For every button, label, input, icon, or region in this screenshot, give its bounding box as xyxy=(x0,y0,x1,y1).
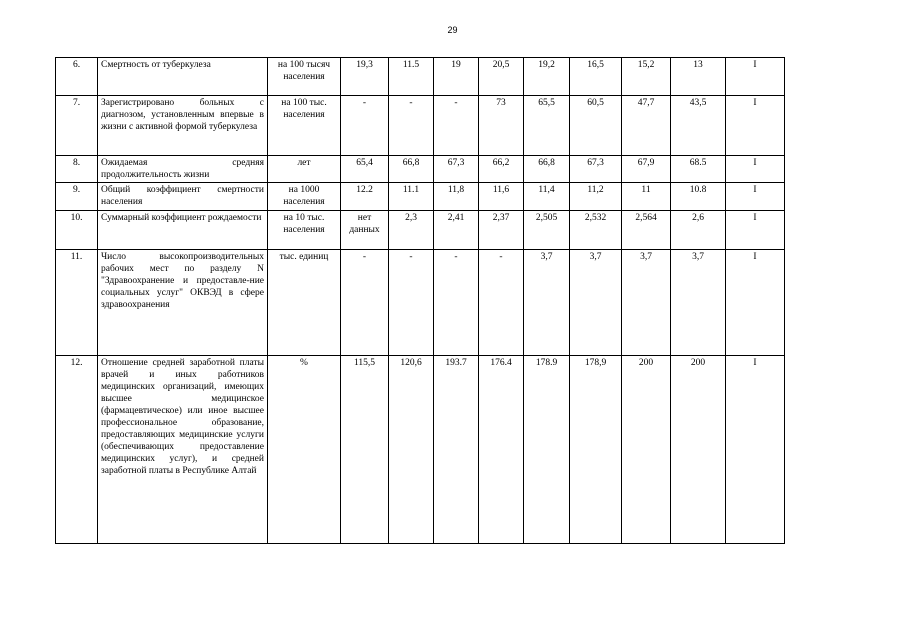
table-row xyxy=(56,156,785,183)
value-cell: 2,37 xyxy=(479,211,524,250)
value-cell: 16,5 xyxy=(570,58,622,96)
value-cell: - xyxy=(434,250,479,356)
value-cell: 60,5 xyxy=(570,96,622,156)
value-cell: 68.5 xyxy=(671,156,726,183)
value-cell: 66,8 xyxy=(524,156,570,183)
table-body xyxy=(56,58,785,544)
unit-cell: на 100 тыс. населения xyxy=(268,96,341,156)
table-row xyxy=(56,183,785,211)
value-cell: 200 xyxy=(671,356,726,544)
mark-cell: I xyxy=(726,356,785,544)
value-cell: 2,3 xyxy=(389,211,434,250)
value-cell: 2,564 xyxy=(622,211,671,250)
value-cell: 3,7 xyxy=(622,250,671,356)
value-cell: 13 xyxy=(671,58,726,96)
value-cell: 19,3 xyxy=(341,58,389,96)
value-cell: 3,7 xyxy=(671,250,726,356)
value-cell: 15,2 xyxy=(622,58,671,96)
value-cell: 2,532 xyxy=(570,211,622,250)
unit-cell: тыс. единиц xyxy=(268,250,341,356)
value-cell: 200 xyxy=(622,356,671,544)
table-row xyxy=(56,96,785,156)
value-cell: 67,9 xyxy=(622,156,671,183)
table-row xyxy=(56,356,785,544)
indicator-name: Смертность от туберкулеза xyxy=(98,58,268,96)
indicator-name: Зарегистрировано больных с диагнозом, установленным впервые в жизни с активной формой туберкулеза xyxy=(98,96,268,156)
value-cell: 3,7 xyxy=(524,250,570,356)
value-cell: 178,9 xyxy=(570,356,622,544)
value-cell: 19,2 xyxy=(524,58,570,96)
mark-cell: I xyxy=(726,58,785,96)
value-cell: 176.4 xyxy=(479,356,524,544)
value-cell: 65,4 xyxy=(341,156,389,183)
row-number: 12. xyxy=(56,356,98,544)
value-cell: 67,3 xyxy=(570,156,622,183)
value-cell: 3,7 xyxy=(570,250,622,356)
unit-cell: лет xyxy=(268,156,341,183)
value-cell: 65,5 xyxy=(524,96,570,156)
value-cell: 2,41 xyxy=(434,211,479,250)
indicator-name: Отношение средней заработной платы врачей и иных работников медицинских организаций, имеющих высшее медицинское (фармацевтическое) или иное высшее профессиональное образование, предоставляющих медицинские услуги (обеспечивающих предоставление медицинских услуг), и средней заработной платы в Республике Алтай xyxy=(98,356,268,544)
value-cell: 11,2 xyxy=(570,183,622,211)
value-cell: - xyxy=(341,96,389,156)
value-cell: 66,2 xyxy=(479,156,524,183)
value-cell: 20,5 xyxy=(479,58,524,96)
value-cell: 115,5 xyxy=(341,356,389,544)
unit-cell: на 1000 населения xyxy=(268,183,341,211)
table-row xyxy=(56,211,785,250)
value-cell: нет данных xyxy=(341,211,389,250)
row-number: 7. xyxy=(56,96,98,156)
indicator-name: Суммарный коэффициент рождаемости xyxy=(98,211,268,250)
value-cell: - xyxy=(479,250,524,356)
value-cell: 11.1 xyxy=(389,183,434,211)
value-cell: 19 xyxy=(434,58,479,96)
value-cell: 120,6 xyxy=(389,356,434,544)
value-cell: 67,3 xyxy=(434,156,479,183)
value-cell: 2,6 xyxy=(671,211,726,250)
mark-cell: I xyxy=(726,250,785,356)
value-cell: - xyxy=(389,96,434,156)
value-cell: 47,7 xyxy=(622,96,671,156)
value-cell: 11,4 xyxy=(524,183,570,211)
mark-cell: I xyxy=(726,96,785,156)
indicator-name: Ожидаемая средняя продолжительность жизни xyxy=(98,156,268,183)
row-number: 10. xyxy=(56,211,98,250)
table-row xyxy=(56,250,785,356)
value-cell: 178.9 xyxy=(524,356,570,544)
unit-cell: % xyxy=(268,356,341,544)
indicator-name: Общий коэффициент смертности населения xyxy=(98,183,268,211)
value-cell: 73 xyxy=(479,96,524,156)
value-cell: 11 xyxy=(622,183,671,211)
value-cell: 10.8 xyxy=(671,183,726,211)
value-cell: - xyxy=(341,250,389,356)
mark-cell: I xyxy=(726,211,785,250)
row-number: 9. xyxy=(56,183,98,211)
value-cell: - xyxy=(434,96,479,156)
indicators-table xyxy=(55,57,785,544)
value-cell: 2,505 xyxy=(524,211,570,250)
page-number: 29 xyxy=(447,25,458,35)
unit-cell: на 10 тыс. населения xyxy=(268,211,341,250)
unit-cell: на 100 тысяч населения xyxy=(268,58,341,96)
value-cell: 43,5 xyxy=(671,96,726,156)
value-cell: 11,8 xyxy=(434,183,479,211)
value-cell: 11.5 xyxy=(389,58,434,96)
row-number: 8. xyxy=(56,156,98,183)
value-cell: 12.2 xyxy=(341,183,389,211)
mark-cell: I xyxy=(726,156,785,183)
value-cell: 11,6 xyxy=(479,183,524,211)
row-number: 11. xyxy=(56,250,98,356)
indicator-name: Число высокопроизводительных рабочих мест по разделу N "Здравоохранение и предоставле-ние социальных услуг" ОКВЭД в сфере здравоохранения xyxy=(98,250,268,356)
value-cell: 193.7 xyxy=(434,356,479,544)
value-cell: - xyxy=(389,250,434,356)
mark-cell: I xyxy=(726,183,785,211)
row-number: 6. xyxy=(56,58,98,96)
value-cell: 66,8 xyxy=(389,156,434,183)
table-row xyxy=(56,58,785,96)
